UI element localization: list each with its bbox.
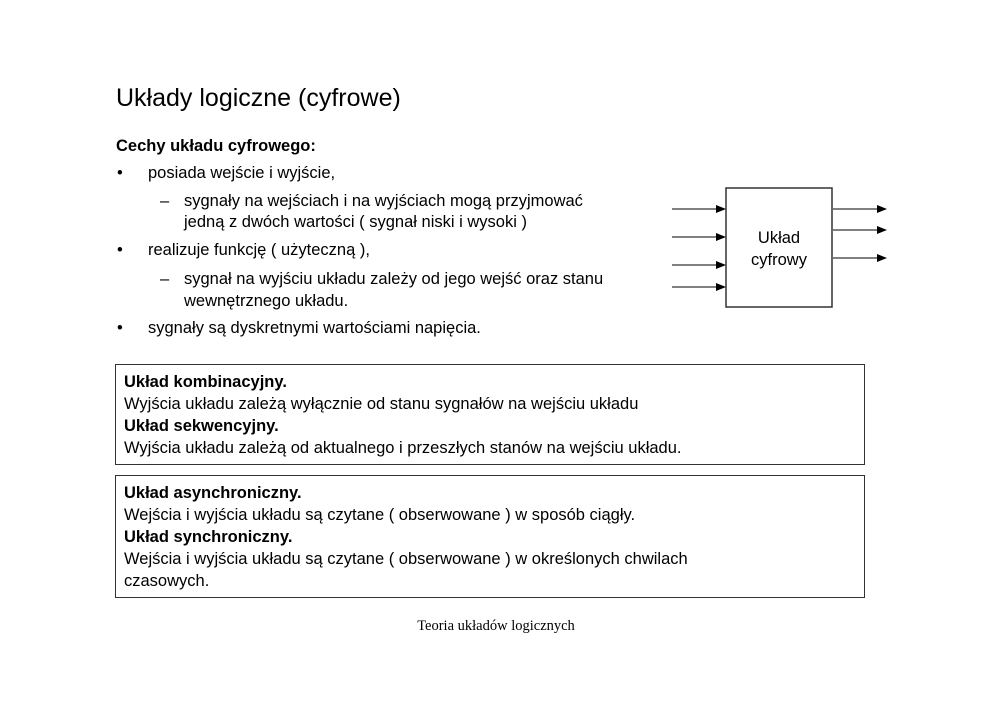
- box-text: Wyjścia układu zależą od aktualnego i przeszłych stanów na wejściu układu.: [124, 439, 682, 457]
- bullet-item: sygnały są dyskretnymi wartościami napięcia.: [148, 319, 481, 337]
- box-text: czasowych.: [124, 572, 210, 590]
- box-text: Wejścia i wyjścia układu są czytane ( obserwowane ) w określonych chwilach: [124, 550, 688, 568]
- sub-item-marker: –: [160, 270, 170, 288]
- bullet-marker: •: [117, 319, 123, 337]
- digital-block: [726, 188, 832, 307]
- block-label: cyfrowy: [751, 251, 807, 269]
- sub-item-line: wewnętrznego układu.: [184, 292, 349, 310]
- sub-item-line: sygnały na wejściach i na wyjściach mogą przyjmować: [184, 192, 583, 210]
- features-heading: Cechy układu cyfrowego:: [116, 137, 316, 155]
- bullet-item: realizuje funkcję ( użyteczną ),: [148, 241, 370, 259]
- slide-title: Układy logiczne (cyfrowe): [116, 84, 401, 112]
- box-heading: Układ asynchroniczny.: [124, 484, 302, 502]
- sub-item-marker: –: [160, 192, 170, 210]
- bullet-marker: •: [117, 164, 123, 182]
- slide-footer: Teoria układów logicznych: [417, 618, 575, 634]
- sub-item-line: jedną z dwóch wartości ( sygnał niski i wysoki ): [184, 213, 527, 231]
- box-text: Wejścia i wyjścia układu są czytane ( obserwowane ) w sposób ciągły.: [124, 506, 636, 524]
- box-heading: Układ kombinacyjny.: [124, 373, 287, 391]
- combinational-sequential-box: [115, 364, 865, 465]
- box-heading: Układ sekwencyjny.: [124, 417, 279, 435]
- box-text: Wyjścia układu zależą wyłącznie od stanu sygnałów na wejściu układu: [124, 395, 639, 413]
- bullet-marker: •: [117, 241, 123, 259]
- bullet-item: posiada wejście i wyjście,: [148, 164, 336, 182]
- box-heading: Układ synchroniczny.: [124, 528, 293, 546]
- block-label: Układ: [757, 229, 801, 247]
- async-sync-box: [115, 475, 865, 598]
- sub-item-line: sygnał na wyjściu układu zależy od jego wejść oraz stanu: [184, 270, 604, 288]
